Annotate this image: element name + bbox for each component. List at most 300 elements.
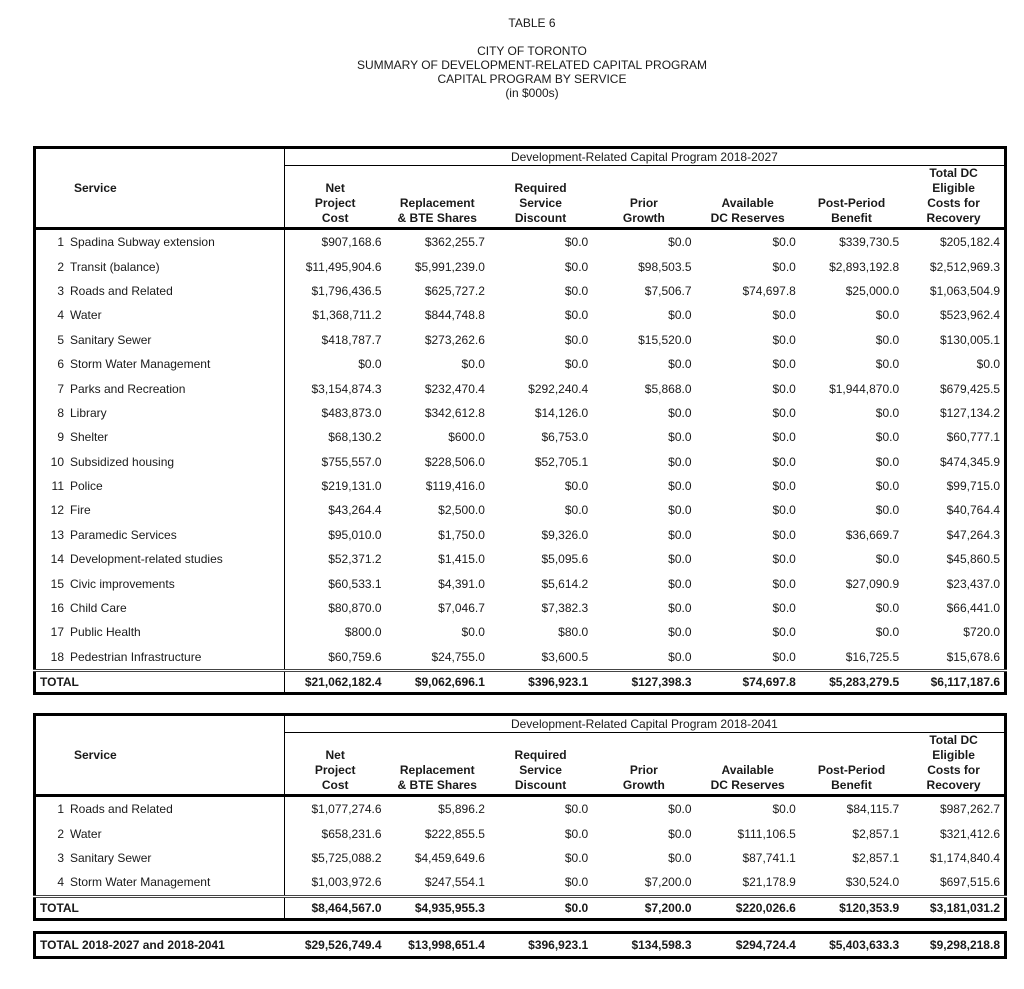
value-cell-net-project-cost: $800.0	[344, 625, 382, 640]
table-row	[35, 229, 1006, 255]
column-header-line: Available	[721, 763, 774, 777]
table-row	[35, 620, 1006, 644]
value-cell-required-service-discount: $0.0	[564, 826, 589, 841]
value-cell-prior-growth: $0.0	[668, 625, 692, 640]
column-header-line: Post-Period	[817, 763, 886, 777]
service-name: Library	[70, 405, 107, 420]
value-cell-required-service-discount: $292,240.4	[528, 381, 589, 396]
capital-program-2018-2027-table	[33, 146, 1007, 695]
table-row	[35, 303, 1006, 327]
value-cell-post-period-benefit: $0.0	[875, 503, 900, 518]
service-name-cell	[35, 376, 285, 400]
value-cell-net-project-cost: $219,131.0	[321, 479, 382, 494]
value-cell-total-dc-eligible: $45,860.5	[946, 552, 1000, 567]
value-cell-prior-growth: $0.0	[668, 479, 692, 494]
value-cell-net-project-cost: $1,796,436.5	[311, 283, 382, 298]
value-cell-required-service-discount: $9,326.0	[541, 527, 589, 542]
value-cell-available-dc-reserves: $21,178.9	[742, 875, 796, 890]
column-header-line: Cost	[321, 778, 349, 792]
service-name: Parks and Recreation	[70, 381, 186, 396]
service-name: Sanitary Sewer	[70, 850, 152, 865]
value-cell-available-dc-reserves: $0.0	[772, 503, 796, 518]
total-cell-net-project-cost: $8,464,567.0	[284, 896, 385, 919]
column-header-available-dc-reserves	[696, 733, 800, 796]
service-name-cell	[35, 328, 285, 352]
value-cell-prior-growth: $15,520.0	[638, 332, 692, 347]
column-header-line: Growth	[622, 778, 665, 792]
column-header-total-dc-eligible	[903, 733, 1005, 796]
value-cell-replacement-bte: $222,855.5	[424, 826, 485, 841]
column-header-line: Prior	[629, 763, 658, 777]
row-number: 11	[51, 479, 64, 494]
row-number: 3	[57, 283, 64, 298]
service-name-cell	[35, 596, 285, 620]
value-cell-total-dc-eligible: $321,412.6	[939, 826, 1000, 841]
value-cell-total-dc-eligible: $47,264.3	[946, 527, 1000, 542]
value-cell-net-project-cost: $755,557.0	[321, 454, 382, 469]
table-row	[35, 870, 1006, 896]
service-name-cell	[35, 571, 285, 595]
value-cell-total-dc-eligible: $2,512,969.3	[929, 259, 1000, 274]
total-cell-replacement-bte: $4,935,955.3	[386, 896, 489, 919]
table-body	[35, 229, 1006, 694]
table-row	[35, 352, 1006, 376]
value-cell-required-service-discount: $0.0	[564, 875, 589, 890]
column-header-line: Discount	[514, 778, 567, 792]
service-name-cell	[35, 425, 285, 449]
total-row	[35, 896, 1006, 919]
value-cell-replacement-bte: $5,896.2	[438, 802, 485, 817]
column-header-required-service-discount	[489, 166, 592, 229]
value-cell-total-dc-eligible: $23,437.0	[946, 576, 1000, 591]
value-cell-post-period-benefit: $0.0	[875, 552, 900, 567]
row-number: 10	[50, 454, 64, 469]
total-cell-prior-growth: $7,200.0	[592, 896, 695, 919]
value-cell-required-service-discount: $80.0	[558, 625, 589, 640]
table-row	[35, 547, 1006, 571]
value-cell-required-service-discount: $14,126.0	[534, 405, 589, 420]
service-column-header: Service	[35, 715, 285, 796]
column-header-replacement-bte	[386, 733, 489, 796]
grand-total-cell-net-project-cost: $29,526,749.4	[304, 938, 382, 952]
service-name-cell	[35, 645, 285, 671]
row-number: 4	[57, 875, 64, 890]
row-number: 2	[57, 259, 64, 274]
value-cell-post-period-benefit: $0.0	[875, 454, 900, 469]
value-cell-replacement-bte: $4,459,649.6	[414, 850, 485, 865]
table-row	[35, 376, 1006, 400]
row-number: 2	[57, 826, 64, 841]
column-header-available-dc-reserves	[696, 166, 800, 229]
row-number: 12	[50, 503, 64, 518]
value-cell-net-project-cost: $95,010.0	[328, 527, 382, 542]
table-row	[35, 846, 1006, 870]
row-number: 6	[57, 357, 64, 372]
total-cell-prior-growth: $127,398.3	[592, 671, 695, 694]
value-cell-prior-growth: $98,503.5	[638, 259, 692, 274]
value-cell-net-project-cost: $43,264.4	[328, 503, 382, 518]
value-cell-total-dc-eligible: $15,678.6	[946, 649, 1000, 664]
value-cell-replacement-bte: $0.0	[461, 357, 485, 372]
value-cell-replacement-bte: $1,415.0	[438, 552, 485, 567]
value-cell-post-period-benefit: $0.0	[875, 405, 900, 420]
column-header-line: Required	[514, 748, 567, 762]
value-cell-prior-growth: $0.0	[668, 850, 692, 865]
value-cell-total-dc-eligible: $523,962.4	[939, 308, 1000, 323]
column-header-line: Replacement	[399, 196, 475, 210]
value-cell-required-service-discount: $0.0	[564, 235, 589, 250]
value-cell-available-dc-reserves: $0.0	[772, 479, 796, 494]
value-cell-post-period-benefit: $2,893,192.8	[829, 259, 900, 274]
value-cell-net-project-cost: $483,873.0	[321, 405, 382, 420]
service-name: Pedestrian Infrastructure	[70, 649, 202, 664]
service-name-cell	[35, 547, 285, 571]
table-row	[35, 328, 1006, 352]
grand-total-cell-post-period-benefit: $5,403,633.3	[829, 938, 900, 952]
value-cell-total-dc-eligible: $474,345.9	[939, 454, 1000, 469]
row-number: 3	[57, 850, 64, 865]
service-name: Development-related studies	[70, 552, 223, 567]
value-cell-replacement-bte: $1,750.0	[438, 527, 485, 542]
value-cell-post-period-benefit: $0.0	[875, 601, 900, 616]
value-cell-prior-growth: $7,200.0	[644, 875, 692, 890]
value-cell-available-dc-reserves: $0.0	[772, 576, 796, 591]
value-cell-prior-growth: $0.0	[668, 552, 692, 567]
column-header-line: Costs for	[927, 196, 980, 210]
table-row	[35, 425, 1006, 449]
value-cell-total-dc-eligible: $99,715.0	[946, 479, 1000, 494]
total-cell-net-project-cost: $21,062,182.4	[284, 671, 385, 694]
program-period-header: Development-Related Capital Program 2018-2041	[284, 715, 1005, 733]
row-number: 4	[57, 308, 64, 323]
service-name: Child Care	[70, 601, 127, 616]
grand-total-cell-required-service-discount: $396,923.1	[528, 938, 589, 952]
service-name-cell	[35, 846, 285, 870]
service-name: Subsidized housing	[70, 454, 175, 469]
service-name-cell	[35, 821, 285, 845]
value-cell-replacement-bte: $5,991,239.0	[414, 259, 485, 274]
value-cell-prior-growth: $0.0	[668, 649, 692, 664]
value-cell-post-period-benefit: $0.0	[875, 479, 900, 494]
value-cell-total-dc-eligible: $60,777.1	[946, 430, 1000, 445]
value-cell-available-dc-reserves: $0.0	[772, 649, 796, 664]
value-cell-net-project-cost: $52,371.2	[328, 552, 382, 567]
row-number: 5	[57, 332, 64, 347]
value-cell-total-dc-eligible: $987,262.7	[939, 802, 1000, 817]
value-cell-net-project-cost: $11,495,904.6	[305, 259, 382, 274]
value-cell-prior-growth: $0.0	[668, 826, 692, 841]
total-cell-total-dc-eligible: $6,117,187.6	[903, 671, 1005, 694]
value-cell-net-project-cost: $907,168.6	[321, 235, 382, 250]
value-cell-total-dc-eligible: $40,764.4	[946, 503, 1000, 518]
value-cell-total-dc-eligible: $127,134.2	[939, 405, 1000, 420]
value-cell-required-service-discount: $0.0	[564, 802, 589, 817]
total-cell-required-service-discount: $0.0	[489, 896, 592, 919]
column-header-line: DC Reserves	[710, 778, 785, 792]
value-cell-net-project-cost: $1,003,972.6	[311, 875, 382, 890]
value-cell-required-service-discount: $0.0	[564, 259, 589, 274]
value-cell-replacement-bte: $7,046.7	[438, 601, 485, 616]
value-cell-replacement-bte: $273,262.6	[424, 332, 485, 347]
total-cell-total-dc-eligible: $3,181,031.2	[903, 896, 1005, 919]
column-header-line: Benefit	[831, 211, 872, 225]
grand-total-table	[33, 931, 1007, 959]
value-cell-available-dc-reserves: $0.0	[772, 552, 796, 567]
column-header-line: & BTE Shares	[397, 211, 477, 225]
value-cell-total-dc-eligible: $66,441.0	[946, 601, 1000, 616]
grand-total-row	[35, 933, 1006, 958]
value-cell-total-dc-eligible: $697,515.6	[939, 875, 1000, 890]
service-name: Paramedic Services	[70, 527, 177, 542]
service-name-cell	[35, 523, 285, 547]
table-row	[35, 498, 1006, 522]
column-header-total-dc-eligible	[903, 166, 1005, 229]
column-header-line: Recovery	[926, 211, 981, 225]
value-cell-prior-growth: $0.0	[668, 802, 692, 817]
value-cell-post-period-benefit: $0.0	[875, 357, 900, 372]
service-name: Spadina Subway extension	[70, 235, 215, 250]
service-name-cell	[35, 401, 285, 425]
row-number: 14	[50, 552, 64, 567]
value-cell-required-service-discount: $0.0	[564, 850, 589, 865]
row-number: 17	[50, 625, 64, 640]
value-cell-net-project-cost: $658,231.6	[321, 826, 382, 841]
value-cell-net-project-cost: $60,759.6	[328, 649, 382, 664]
value-cell-required-service-discount: $7,382.3	[541, 601, 589, 616]
column-header-line: Post-Period	[817, 196, 886, 210]
value-cell-prior-growth: $0.0	[668, 308, 692, 323]
value-cell-post-period-benefit: $84,115.7	[846, 802, 900, 817]
value-cell-prior-growth: $7,506.7	[644, 283, 692, 298]
column-header-line: Discount	[514, 211, 567, 225]
service-name-cell	[35, 352, 285, 376]
grand-total-cell-replacement-bte: $13,998,651.4	[408, 938, 485, 952]
total-label: TOTAL	[35, 896, 285, 919]
table-row	[35, 401, 1006, 425]
value-cell-post-period-benefit: $339,730.5	[839, 235, 900, 250]
value-cell-prior-growth: $0.0	[668, 576, 692, 591]
value-cell-required-service-discount: $3,600.5	[541, 649, 589, 664]
value-cell-replacement-bte: $2,500.0	[438, 503, 485, 518]
table-row	[35, 523, 1006, 547]
service-name-cell	[35, 450, 285, 474]
service-name-cell	[35, 498, 285, 522]
table-title-block	[0, 16, 1024, 100]
row-number: 15	[50, 576, 64, 591]
service-name-cell	[35, 279, 285, 303]
table-row	[35, 571, 1006, 595]
service-name: Storm Water Management	[70, 875, 211, 890]
value-cell-net-project-cost: $80,870.0	[328, 601, 382, 616]
value-cell-replacement-bte: $625,727.2	[424, 283, 485, 298]
column-header-line: Total DC	[929, 166, 978, 180]
total-row	[35, 671, 1006, 694]
value-cell-net-project-cost: $5,725,088.2	[311, 850, 382, 865]
title-city: CITY OF TORONTO	[477, 44, 587, 58]
value-cell-available-dc-reserves: $111,106.5	[737, 826, 796, 841]
value-cell-replacement-bte: $844,748.8	[424, 308, 485, 323]
value-cell-replacement-bte: $228,506.0	[424, 454, 485, 469]
column-header-line: Available	[721, 196, 774, 210]
service-column-header: Service	[35, 148, 285, 229]
value-cell-net-project-cost: $60,533.1	[328, 576, 382, 591]
row-number: 7	[57, 381, 64, 396]
service-name: Shelter	[70, 430, 109, 445]
row-number: 1	[57, 235, 64, 250]
value-cell-post-period-benefit: $2,857.1	[852, 850, 900, 865]
value-cell-required-service-discount: $6,753.0	[541, 430, 589, 445]
value-cell-required-service-discount: $0.0	[564, 332, 589, 347]
row-number: 13	[50, 527, 64, 542]
column-header-line: Project	[314, 196, 356, 210]
total-cell-available-dc-reserves: $74,697.8	[696, 671, 800, 694]
total-cell-available-dc-reserves: $220,026.6	[696, 896, 800, 919]
service-name: Civic improvements	[70, 576, 175, 591]
grand-total-cell-prior-growth: $134,598.3	[631, 938, 692, 952]
value-cell-prior-growth: $5,868.0	[644, 381, 692, 396]
value-cell-available-dc-reserves: $0.0	[772, 625, 796, 640]
column-header-line: Eligible	[932, 181, 975, 195]
table-row	[35, 450, 1006, 474]
value-cell-post-period-benefit: $27,090.9	[845, 576, 900, 591]
value-cell-prior-growth: $0.0	[668, 405, 692, 420]
service-name: Police	[70, 479, 103, 494]
total-cell-post-period-benefit: $5,283,279.5	[800, 671, 903, 694]
value-cell-available-dc-reserves: $0.0	[772, 308, 796, 323]
column-header-line: Recovery	[926, 778, 981, 792]
value-cell-prior-growth: $0.0	[668, 527, 692, 542]
value-cell-replacement-bte: $232,470.4	[424, 381, 485, 396]
service-name: Sanitary Sewer	[70, 332, 152, 347]
table-row	[35, 596, 1006, 620]
column-header-line: Net	[325, 181, 345, 195]
row-number: 1	[57, 802, 64, 817]
value-cell-required-service-discount: $0.0	[564, 308, 589, 323]
value-cell-replacement-bte: $119,416.0	[425, 479, 485, 494]
column-header-line: Required	[514, 181, 567, 195]
title-units: (in $000s)	[505, 86, 559, 100]
value-cell-post-period-benefit: $2,857.1	[852, 826, 900, 841]
column-header-line: Service	[519, 196, 562, 210]
value-cell-available-dc-reserves: $0.0	[772, 357, 796, 372]
total-cell-post-period-benefit: $120,353.9	[800, 896, 903, 919]
column-header-line: DC Reserves	[710, 211, 785, 225]
service-name-cell	[35, 254, 285, 278]
value-cell-available-dc-reserves: $0.0	[772, 527, 796, 542]
value-cell-required-service-discount: $52,705.1	[534, 454, 589, 469]
service-name-cell	[35, 796, 285, 822]
value-cell-required-service-discount: $0.0	[564, 479, 589, 494]
value-cell-post-period-benefit: $36,669.7	[845, 527, 900, 542]
value-cell-available-dc-reserves: $0.0	[772, 381, 796, 396]
column-header-line: Prior	[629, 196, 658, 210]
value-cell-available-dc-reserves: $0.0	[772, 332, 796, 347]
title-summary: SUMMARY OF DEVELOPMENT-RELATED CAPITAL PROGRAM	[356, 58, 708, 72]
service-name-cell	[35, 870, 285, 896]
value-cell-post-period-benefit: $25,000.0	[845, 283, 900, 298]
grand-total-cell-total-dc-eligible: $9,298,218.8	[929, 938, 1000, 952]
value-cell-required-service-discount: $5,614.2	[541, 576, 589, 591]
value-cell-total-dc-eligible: $1,063,504.9	[929, 283, 1000, 298]
value-cell-total-dc-eligible: $1,174,840.4	[929, 850, 1000, 865]
total-cell-required-service-discount: $396,923.1	[489, 671, 592, 694]
row-number: 8	[57, 405, 64, 420]
program-period-header: Development-Related Capital Program 2018-2027	[284, 148, 1005, 166]
service-name-cell	[35, 620, 285, 644]
column-header-prior-growth	[592, 733, 695, 796]
column-header-line: Costs for	[927, 763, 980, 777]
value-cell-replacement-bte: $600.0	[448, 430, 485, 445]
value-cell-available-dc-reserves: $0.0	[772, 601, 796, 616]
row-number: 9	[57, 430, 64, 445]
value-cell-total-dc-eligible: $130,005.1	[939, 332, 1000, 347]
column-header-net-project-cost	[284, 166, 385, 229]
value-cell-available-dc-reserves: $0.0	[772, 235, 796, 250]
service-name-cell	[35, 474, 285, 498]
value-cell-replacement-bte: $24,755.0	[431, 649, 485, 664]
total-label: TOTAL	[35, 671, 285, 694]
column-header-line: Growth	[622, 211, 665, 225]
value-cell-prior-growth: $0.0	[668, 454, 692, 469]
service-name: Fire	[70, 503, 91, 518]
service-name: Roads and Related	[70, 802, 173, 817]
value-cell-available-dc-reserves: $0.0	[772, 405, 796, 420]
value-cell-required-service-discount: $0.0	[564, 503, 589, 518]
column-header-post-period-benefit	[800, 166, 903, 229]
value-cell-prior-growth: $0.0	[668, 601, 692, 616]
column-header-line: Cost	[321, 211, 349, 225]
value-cell-post-period-benefit: $16,725.5	[845, 649, 900, 664]
value-cell-available-dc-reserves: $74,697.8	[742, 283, 796, 298]
value-cell-net-project-cost: $3,154,874.3	[311, 381, 382, 396]
value-cell-available-dc-reserves: $0.0	[772, 259, 796, 274]
value-cell-prior-growth: $0.0	[668, 357, 692, 372]
value-cell-required-service-discount: $5,095.6	[541, 552, 589, 567]
service-name: Transit (balance)	[70, 259, 160, 274]
column-header-net-project-cost	[284, 733, 385, 796]
value-cell-post-period-benefit: $0.0	[875, 625, 900, 640]
value-cell-available-dc-reserves: $0.0	[772, 802, 796, 817]
value-cell-net-project-cost: $418,787.7	[321, 332, 382, 347]
value-cell-net-project-cost: $1,077,274.6	[311, 802, 382, 817]
total-cell-replacement-bte: $9,062,696.1	[386, 671, 489, 694]
table-body	[35, 796, 1006, 920]
value-cell-net-project-cost: $1,368,711.2	[312, 308, 382, 323]
column-header-line: & BTE Shares	[397, 778, 477, 792]
service-name-cell	[35, 229, 285, 255]
value-cell-net-project-cost: $0.0	[358, 357, 382, 372]
column-header-line: Eligible	[932, 748, 975, 762]
service-name-cell	[35, 303, 285, 327]
grand-total-cell-available-dc-reserves: $294,724.4	[735, 938, 796, 952]
service-name: Public Health	[70, 625, 141, 640]
value-cell-total-dc-eligible: $720.0	[963, 625, 1000, 640]
column-header-line: Project	[314, 763, 356, 777]
row-number: 18	[50, 649, 64, 664]
value-cell-post-period-benefit: $0.0	[875, 332, 900, 347]
service-name: Water	[70, 308, 102, 323]
value-cell-prior-growth: $0.0	[668, 235, 692, 250]
column-header-prior-growth	[592, 166, 695, 229]
value-cell-prior-growth: $0.0	[668, 503, 692, 518]
value-cell-replacement-bte: $342,612.8	[424, 405, 485, 420]
value-cell-prior-growth: $0.0	[668, 430, 692, 445]
value-cell-replacement-bte: $4,391.0	[438, 576, 485, 591]
value-cell-required-service-discount: $0.0	[564, 283, 589, 298]
value-cell-total-dc-eligible: $205,182.4	[939, 235, 1000, 250]
table-row	[35, 254, 1006, 278]
column-header-line: Service	[519, 763, 562, 777]
